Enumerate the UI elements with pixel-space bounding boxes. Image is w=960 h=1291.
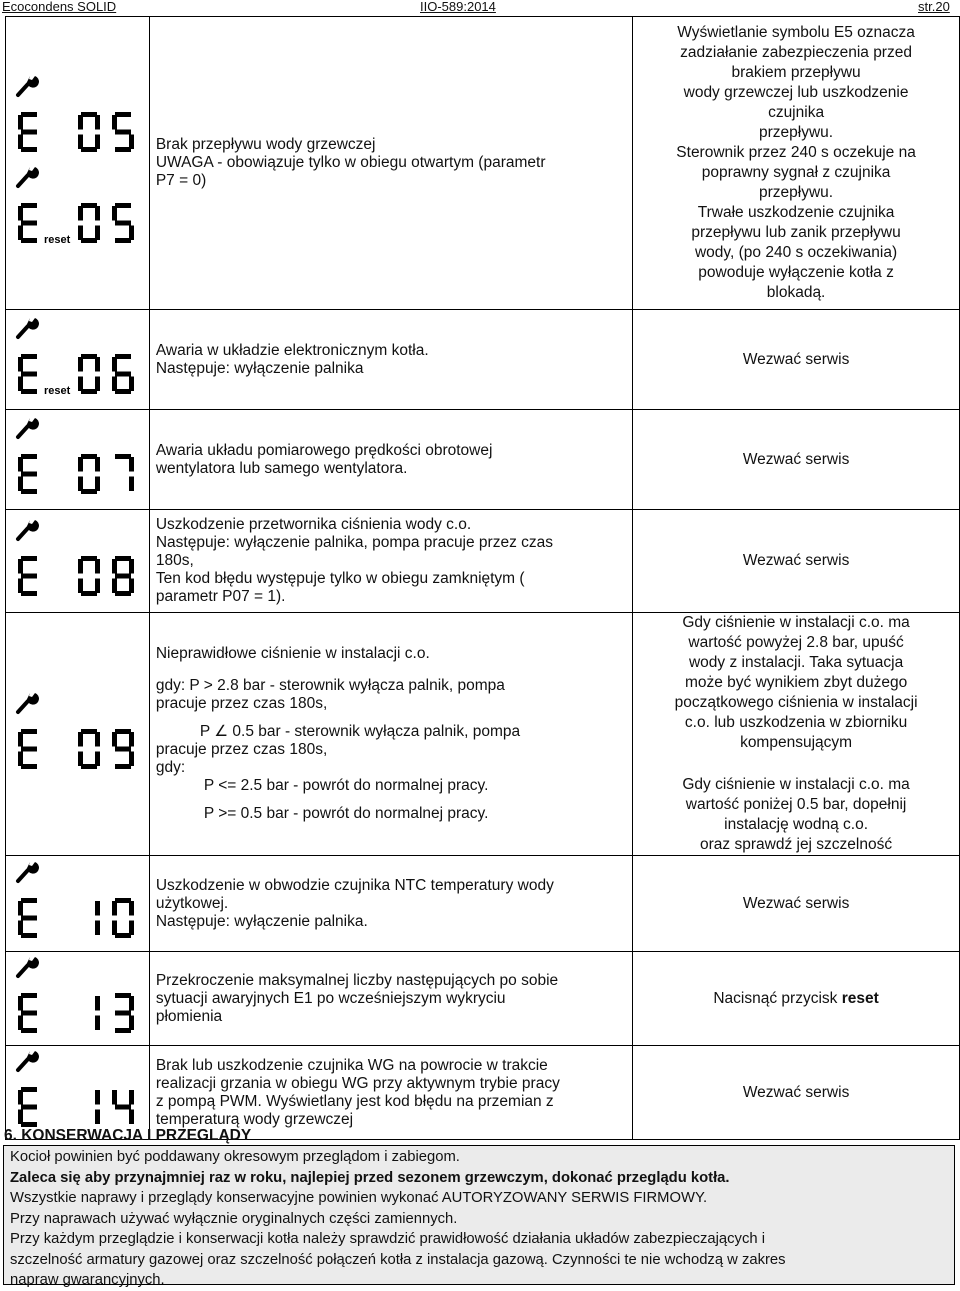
display-segment <box>115 1028 131 1033</box>
error-icons-e10 <box>6 856 150 952</box>
error-code-display <box>14 1048 149 1135</box>
error-code-display <box>14 859 149 946</box>
action-line: początkowego ciśnienia w instalacji <box>674 694 918 711</box>
display-segment <box>129 559 134 574</box>
display-segment <box>129 1016 134 1031</box>
display-segment <box>115 993 131 998</box>
display-segment <box>18 477 23 492</box>
display-segment <box>95 377 100 392</box>
note-line: Przy naprawach używać wyłącznie oryginalnych części zamiennych. <box>10 1210 458 1227</box>
display-segment <box>78 377 83 392</box>
display-segment <box>18 751 23 766</box>
desc-line: Uszkodzenie przetwornika ciśnienia wody c.o. <box>155 516 472 533</box>
display-segment <box>18 115 23 130</box>
display-segment <box>129 457 134 472</box>
desc-line: Uszkodzenie w obwodzie czujnika NTC temperatury wody <box>155 876 554 894</box>
action-line: wartość poniżej 0.5 bar, dopełnij <box>685 796 907 813</box>
wrench-icon <box>14 859 40 885</box>
display-segment <box>81 729 97 734</box>
desc-line: Przekroczenie maksymalnej liczby następujących po sobie <box>155 971 559 989</box>
note-line: Wszystkie naprawy i przeglądy konserwacyjne powinien wykonać AUTORYZOWANY SERWIS FIRMOWY. <box>10 1190 708 1206</box>
error-icons-e13 <box>6 952 150 1046</box>
display-segment <box>115 203 131 208</box>
action-line: wody z instalacji. Taka sytuacja <box>688 654 904 671</box>
display-segment <box>129 477 134 492</box>
display-segment <box>112 559 117 574</box>
display-segment <box>129 1110 134 1125</box>
display-segment <box>21 354 37 359</box>
display-segment <box>18 559 23 574</box>
display-segment <box>115 933 131 938</box>
display-segment <box>115 221 131 226</box>
desc-title: Nieprawidłowe ciśnienie w instalacji c.o. <box>155 645 430 662</box>
display-segment <box>81 112 97 117</box>
display-segment <box>21 472 37 477</box>
display-segment <box>78 135 83 150</box>
desc-line: Następuje: wyłączenie palnika, pompa pracuje przez czas <box>155 534 554 551</box>
display-segment <box>115 729 131 734</box>
display-segment <box>21 1028 37 1033</box>
desc-line: P7 = 0) <box>155 172 207 189</box>
display-segment <box>78 457 83 472</box>
display-segment <box>21 1011 37 1016</box>
display-segment <box>129 578 134 593</box>
error-icons-e09 <box>6 613 150 856</box>
display-segment <box>21 489 37 494</box>
action-line: brakiem przepływu <box>731 64 861 81</box>
error-description-e05 <box>149 17 632 310</box>
desc-line: parametr P07 = 1). <box>155 588 286 605</box>
error-row-e10 <box>6 856 960 952</box>
display-segment <box>95 921 100 936</box>
error-code-display <box>14 73 149 160</box>
display-segment <box>21 1105 37 1110</box>
display-segment <box>115 573 131 578</box>
display-segment <box>95 115 100 130</box>
action-line: wody, (po 240 s oczekiwania) <box>694 244 898 261</box>
display-segment <box>95 1016 100 1031</box>
wrench-icon <box>14 164 40 190</box>
display-segment <box>95 206 100 221</box>
error-code-display <box>14 315 149 402</box>
desc-line: 180s, <box>155 552 194 569</box>
action-line: czujnika <box>768 104 825 121</box>
desc-line: sytuacji awaryjnych E1 po wcześniejszym wykryciu <box>155 989 506 1007</box>
action-line: może być wynikiem zbyt dużego <box>684 674 908 691</box>
display-segment <box>129 377 134 392</box>
display-segment <box>95 457 100 472</box>
display-segment <box>21 221 37 226</box>
display-segment <box>115 746 131 751</box>
desc-line: realizacji grzania w obiegu WG przy aktywnym trybie pracy <box>155 1074 560 1092</box>
display-segment <box>78 115 83 130</box>
wrench-icon <box>14 954 40 980</box>
action-line: kompensującym <box>740 734 853 751</box>
display-segment <box>115 898 131 903</box>
display-segment <box>129 135 134 150</box>
display-segment <box>21 454 37 459</box>
display-segment <box>21 238 37 243</box>
action-line: wody grzewczej lub uszkodzenie <box>683 84 909 101</box>
note-line: napraw gwarancyjnych. <box>10 1272 165 1288</box>
display-segment <box>112 732 117 747</box>
display-segment <box>21 591 37 596</box>
action-line: Gdy ciśnienie w instalacji c.o. ma <box>682 776 910 793</box>
error-description-e07 <box>149 410 632 510</box>
action-line: przepływu lub zanik przepływu <box>691 224 901 241</box>
error-action-e14: Wezwać serwis <box>633 1046 960 1140</box>
seven-segment-display-icon <box>14 446 146 502</box>
display-segment <box>115 556 131 561</box>
desc-line: Brak przepływu wody grzewczej <box>155 136 376 153</box>
desc-line: P >= 0.5 bar - powrót do normalnej pracy. <box>203 805 489 822</box>
error-code-display <box>14 517 149 604</box>
seven-segment-display-icon <box>14 104 146 160</box>
error-description-e06 <box>149 310 632 410</box>
display-segment <box>115 591 131 596</box>
error-action-e07: Wezwać serwis <box>633 410 960 510</box>
desc-line: Następuje: wyłączenie palnika <box>155 359 364 377</box>
wrench-icon <box>14 690 40 716</box>
display-segment <box>115 1011 131 1016</box>
display-segment <box>21 573 37 578</box>
seven-segment-display-icon <box>14 721 146 777</box>
display-segment <box>112 901 117 916</box>
action-line: blokadą. <box>766 284 826 301</box>
seven-segment-display-icon <box>14 195 146 251</box>
display-segment <box>21 746 37 751</box>
action-line: instalację wodną c.o. <box>724 816 869 833</box>
display-segment <box>18 377 23 392</box>
seven-segment-display-icon <box>14 346 146 402</box>
error-row-e06 <box>6 310 960 410</box>
display-segment <box>81 454 97 459</box>
error-action-e06: Wezwać serwis <box>633 310 960 410</box>
display-segment <box>81 591 97 596</box>
wrench-icon <box>14 415 40 441</box>
display-segment <box>18 1110 23 1125</box>
display-segment <box>81 764 97 769</box>
display-segment <box>78 578 83 593</box>
error-description-e13 <box>149 952 632 1046</box>
display-segment <box>115 112 131 117</box>
display-segment <box>129 996 134 1011</box>
display-segment <box>112 377 117 392</box>
desc-line: Awaria układu pomiarowego prędkości obrotowej <box>155 441 493 459</box>
error-description-e08 <box>149 510 632 613</box>
display-segment <box>115 147 131 152</box>
display-segment <box>115 372 131 377</box>
desc-line: z pompą PWM. Wyświetlany jest kod błędu na przemian z <box>155 1092 554 1110</box>
action-line: Wyświetlanie symbolu E5 oznacza <box>677 24 915 41</box>
display-segment <box>81 489 97 494</box>
action-line: powoduje wyłączenie kotła z <box>698 264 894 281</box>
action-line: c.o. lub uszkodzenia w zbiorniku <box>684 714 908 731</box>
display-segment <box>129 1090 134 1105</box>
error-row-e09 <box>6 613 960 856</box>
desc-line: UWAGA - obowiązuje tylko w obiegu otwartym (parametr <box>155 154 546 171</box>
display-segment <box>112 1090 117 1105</box>
wrench-icon <box>14 517 40 543</box>
wrench-icon <box>14 1048 40 1074</box>
action-line: oraz sprawdź jej szczelność <box>700 836 893 853</box>
display-segment <box>18 921 23 936</box>
display-segment <box>112 357 117 372</box>
error-code-display <box>14 415 149 502</box>
desc-line: płomienia <box>155 1007 223 1025</box>
error-action-e05 <box>633 17 960 310</box>
display-segment <box>18 901 23 916</box>
display-segment <box>78 357 83 372</box>
desc-line: P ∠ 0.5 bar - sterownik wyłącza palnik, pompa <box>199 723 521 740</box>
display-segment <box>112 578 117 593</box>
error-icons-e08 <box>6 510 150 613</box>
display-segment <box>18 1090 23 1105</box>
error-description-e14 <box>149 1046 632 1140</box>
display-segment <box>21 729 37 734</box>
display-segment <box>78 477 83 492</box>
display-segment <box>115 1105 131 1110</box>
note-line: szczelność armatury gazowej oraz szczelność połączeń kotła z instalacja gazową. Czynności te nie wchodzą w zakres <box>10 1251 786 1268</box>
display-segment <box>21 1087 37 1092</box>
action-line: zadziałanie zabezpieczenia przed <box>680 44 912 61</box>
header-model: Ecocondens SOLID <box>2 0 117 14</box>
display-segment <box>21 130 37 135</box>
seven-segment-display-icon <box>14 985 146 1041</box>
display-segment <box>21 203 37 208</box>
wrench-icon <box>14 315 40 341</box>
maintenance-notes <box>3 1145 955 1288</box>
display-segment <box>21 389 37 394</box>
section-title: 6. KONSERWACJA I PRZEGLĄDY <box>4 1127 252 1144</box>
error-code-display <box>14 164 149 251</box>
display-segment <box>78 751 83 766</box>
header-page-number: str.20 <box>918 0 950 14</box>
display-segment <box>129 751 134 766</box>
error-icons-e14 <box>6 1046 150 1140</box>
display-segment <box>115 130 131 135</box>
desc-line: wentylatora lub samego wentylatora. <box>155 459 408 477</box>
display-segment <box>78 226 83 241</box>
action-line: przepływu. <box>759 124 834 141</box>
note-line-bold: Zaleca się aby przynajmniej raz w roku, najlepiej przed sezonem grzewczym, dokonać przeglądu kotła. <box>10 1169 730 1186</box>
display-segment <box>21 933 37 938</box>
display-segment <box>112 921 117 936</box>
display-segment <box>21 764 37 769</box>
display-segment <box>18 996 23 1011</box>
display-segment <box>95 477 100 492</box>
action-line: Trwałe uszkodzenie czujnika <box>697 204 895 221</box>
reset-label: reset <box>44 385 71 397</box>
error-icons-e06 <box>6 310 150 410</box>
display-segment <box>115 389 131 394</box>
display-segment <box>95 1090 100 1105</box>
note-line: Kocioł powinien być poddawany okresowym przeglądom i zabiegom. <box>10 1149 460 1165</box>
display-segment <box>18 357 23 372</box>
display-segment <box>18 457 23 472</box>
action-line: Sterownik przez 240 s oczekuje na <box>676 144 916 161</box>
display-segment <box>18 206 23 221</box>
action-line: Gdy ciśnienie w instalacji c.o. ma <box>682 614 910 631</box>
display-segment <box>95 751 100 766</box>
error-row-e08 <box>6 510 960 613</box>
display-segment <box>81 389 97 394</box>
header-doc-number: IIO-589:2014 <box>420 0 496 14</box>
error-action-e13 <box>633 952 960 1046</box>
display-segment <box>115 354 131 359</box>
error-row-e14 <box>6 1046 960 1140</box>
display-segment <box>129 921 134 936</box>
display-segment <box>95 135 100 150</box>
display-segment <box>81 147 97 152</box>
display-segment <box>95 901 100 916</box>
error-action-e08: Wezwać serwis <box>633 510 960 613</box>
error-action-e10: Wezwać serwis <box>633 856 960 952</box>
display-segment <box>78 206 83 221</box>
display-segment <box>18 732 23 747</box>
display-segment <box>21 993 37 998</box>
error-row-e07 <box>6 410 960 510</box>
display-segment <box>21 372 37 377</box>
action-line: poprawny sygnał z czujnika <box>701 164 891 181</box>
desc-line: P <= 2.5 bar - powrót do normalnej pracy. <box>203 777 489 794</box>
display-segment <box>18 135 23 150</box>
display-segment <box>95 578 100 593</box>
error-code-display <box>14 690 149 777</box>
error-action-e09 <box>633 613 960 856</box>
display-segment <box>115 238 131 243</box>
error-description-e09 <box>149 613 632 856</box>
display-segment <box>81 354 97 359</box>
error-codes-table <box>5 16 960 1140</box>
display-segment <box>18 226 23 241</box>
seven-segment-display-icon <box>14 548 146 604</box>
action-line: przepływu. <box>759 184 834 201</box>
display-segment <box>95 559 100 574</box>
desc-line: gdy: P > 2.8 bar - sterownik wyłącza palnik, pompa <box>155 677 505 694</box>
display-segment <box>18 1016 23 1031</box>
seven-segment-display-icon <box>14 890 146 946</box>
display-segment <box>21 112 37 117</box>
desc-line: użytkowej. <box>155 894 229 912</box>
display-segment <box>18 578 23 593</box>
desc-line: Brak lub uszkodzenie czujnika WG na powrocie w trakcie <box>155 1056 548 1074</box>
display-segment <box>95 1110 100 1125</box>
error-row-e05 <box>6 17 960 310</box>
display-segment <box>129 226 134 241</box>
desc-line: Awaria w układzie elektronicznym kotła. <box>155 341 429 359</box>
desc-line: gdy: <box>155 759 186 776</box>
error-code-display <box>14 954 149 1041</box>
display-segment <box>81 203 97 208</box>
error-icons-e05 <box>6 17 150 310</box>
display-segment <box>95 226 100 241</box>
error-description-e10 <box>149 856 632 952</box>
desc-line: Następuje: wyłączenie palnika. <box>155 912 368 930</box>
desc-line: pracuje przez czas 180s, <box>155 741 328 758</box>
display-segment <box>81 238 97 243</box>
display-segment <box>21 916 37 921</box>
display-segment <box>112 115 117 130</box>
display-segment <box>21 898 37 903</box>
display-segment <box>78 732 83 747</box>
reset-label: reset <box>44 234 71 246</box>
note-line: Przy każdym przeglądzie i konserwacji kotła należy sprawdzić prawidłowość działania układów zabezpieczających i <box>10 1231 765 1247</box>
display-segment <box>21 147 37 152</box>
action-line: wartość powyżej 2.8 bar, upuść <box>688 634 904 651</box>
display-segment <box>112 206 117 221</box>
display-segment <box>115 764 131 769</box>
display-segment <box>21 556 37 561</box>
page-header <box>0 0 960 15</box>
display-segment <box>95 732 100 747</box>
display-segment <box>129 901 134 916</box>
error-row-e13 <box>6 952 960 1046</box>
desc-line: pracuje przez czas 180s, <box>155 695 328 712</box>
display-segment <box>129 732 134 747</box>
wrench-icon <box>14 73 40 99</box>
display-segment <box>78 559 83 574</box>
reset-keyword: reset <box>841 989 879 1007</box>
desc-line: temperaturą wody grzewczej <box>155 1110 354 1128</box>
display-segment <box>115 454 131 459</box>
display-segment <box>95 996 100 1011</box>
error-icons-e07 <box>6 410 150 510</box>
desc-line: Ten kod błędu występuje tylko w obiegu zamkniętym ( <box>155 570 525 587</box>
display-segment <box>81 556 97 561</box>
display-segment <box>95 357 100 372</box>
action-text: Nacisnąć przycisk <box>713 989 842 1007</box>
